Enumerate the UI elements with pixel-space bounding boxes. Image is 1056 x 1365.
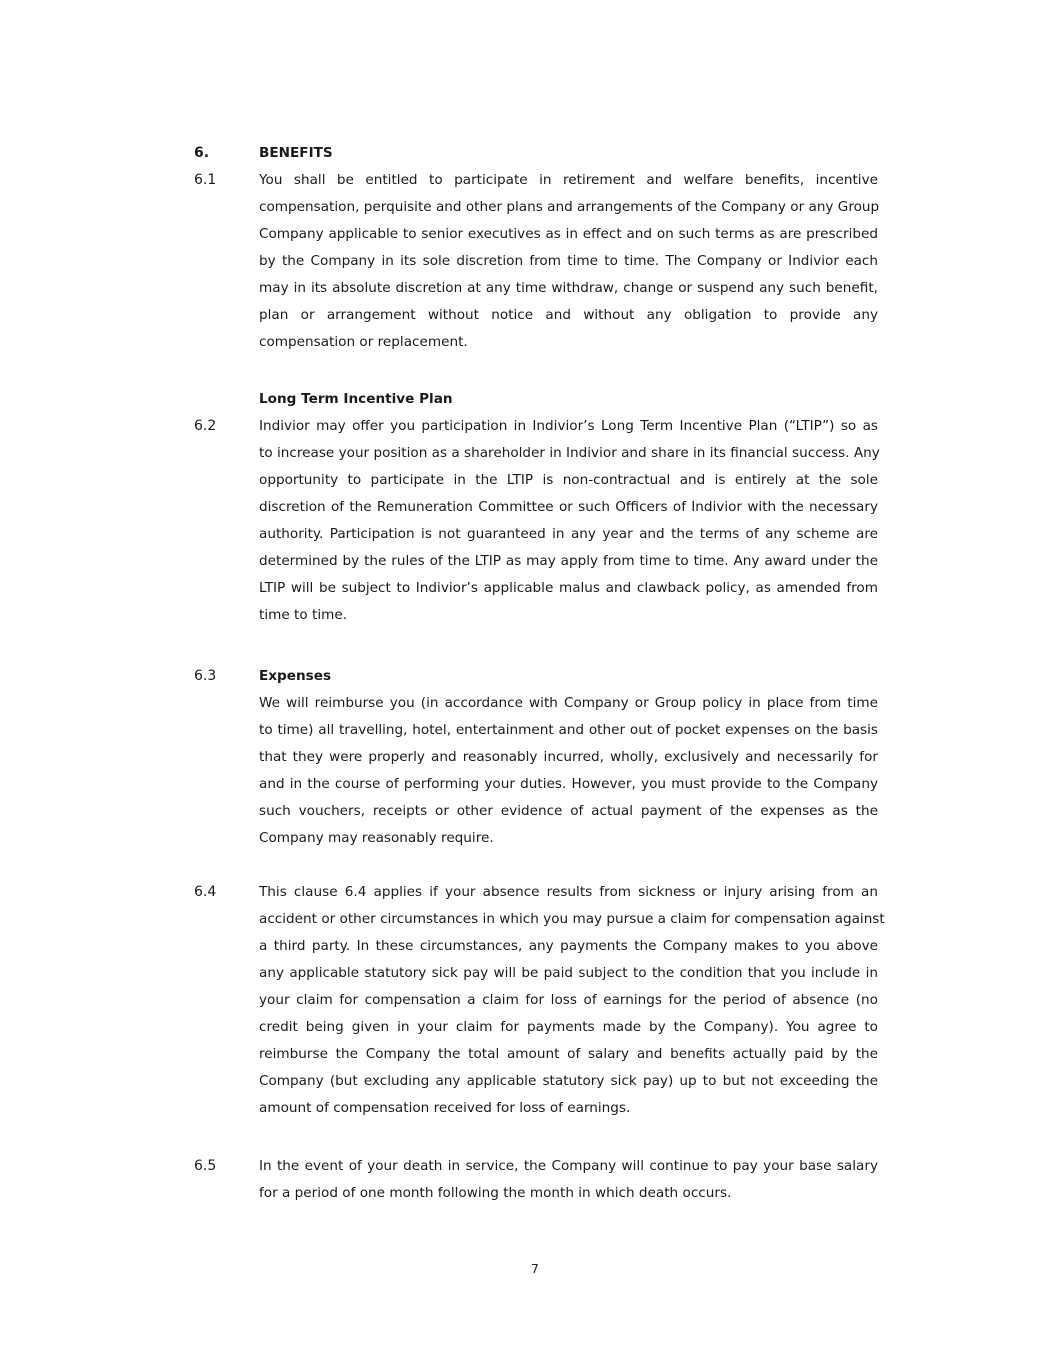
clause-text-line: LTIP will be subject to Indivior’s applicable malus and clawback policy, as amended from [259,580,878,596]
clause-text-line: that they were properly and reasonably incurred, wholly, exclusively and necessarily for [259,749,878,765]
clause-text-line: by the Company in its sole discretion from time to time. The Company or Indivior each [259,253,878,269]
clause-text-line: for a period of one month following the month in which death occurs. [259,1185,732,1201]
clause-text-line: reimburse the Company the total amount of salary and benefits actually paid by the [259,1046,878,1062]
clause-text-line: such vouchers, receipts or other evidence of actual payment of the expenses as the [259,803,878,819]
clause-text-line: and in the course of performing your duties. However, you must provide to the Company [259,776,878,792]
clause-text-line: We will reimburse you (in accordance with Company or Group policy in place from time [259,695,878,711]
page-number: 7 [531,1262,539,1276]
clause-number: 6.4 [194,884,217,900]
clause-text-line: compensation or replacement. [259,334,468,350]
clause-text-line: Indivior may offer you participation in Indivior’s Long Term Incentive Plan (“LTIP”) so as [259,418,878,434]
clause-text-line: a third party. In these circumstances, any payments the Company makes to you above [259,938,878,954]
clause-text-line: Company applicable to senior executives as in effect and on such terms as are prescribed [259,226,878,242]
clause-text-line: time to time. [259,607,348,623]
clause-number: 6. [194,145,210,161]
clause-text-line: You shall be entitled to participate in retirement and welfare benefits, incentive [259,172,878,188]
clause-text-line: your claim for compensation a claim for loss of earnings for the period of absence (no [259,992,878,1008]
clause-number: 6.2 [194,418,217,434]
clause-heading: Long Term Incentive Plan [259,391,453,407]
clause-number: 6.1 [194,172,217,188]
clause-text-line: any applicable statutory sick pay will be paid subject to the condition that you include in [259,965,878,981]
clause-text-line: amount of compensation received for loss of earnings. [259,1100,631,1116]
clause-text-line: discretion of the Remuneration Committee or such Officers of Indivior with the necessary [259,499,878,515]
clause-text-line: Company may reasonably require. [259,830,494,846]
clause-text-line: Company (but excluding any applicable statutory sick pay) up to but not exceeding the [259,1073,878,1089]
clause-text-line: to time) all travelling, hotel, entertainment and other out of pocket expenses on the basis [259,722,878,738]
clause-text-line: credit being given in your claim for payments made by the Company). You agree to [259,1019,878,1035]
clause-text-line: accident or other circumstances in which you may pursue a claim for compensation against [259,911,885,927]
clause-text-line: to increase your position as a shareholder in Indivior and share in its financial success. Any [259,445,880,461]
clause-text-line: plan or arrangement without notice and without any obligation to provide any [259,307,878,323]
clause-text-line: determined by the rules of the LTIP as may apply from time to time. Any award under the [259,553,878,569]
clause-text-line: opportunity to participate in the LTIP is non-contractual and is entirely at the sole [259,472,878,488]
clause-heading: Expenses [259,668,332,684]
clause-text-line: compensation, perquisite and other plans and arrangements of the Company or any Group [259,199,880,215]
clause-text-line: may in its absolute discretion at any time withdraw, change or suspend any such benefit, [259,280,878,296]
clause-heading: BENEFITS [259,145,333,161]
clause-number: 6.5 [194,1158,217,1174]
clause-text-line: In the event of your death in service, the Company will continue to pay your base salary [259,1158,878,1174]
clause-text-line: This clause 6.4 applies if your absence results from sickness or injury arising from an [259,884,878,900]
clause-text-line: authority. Participation is not guaranteed in any year and the terms of any scheme are [259,526,878,542]
clause-number: 6.3 [194,668,217,684]
